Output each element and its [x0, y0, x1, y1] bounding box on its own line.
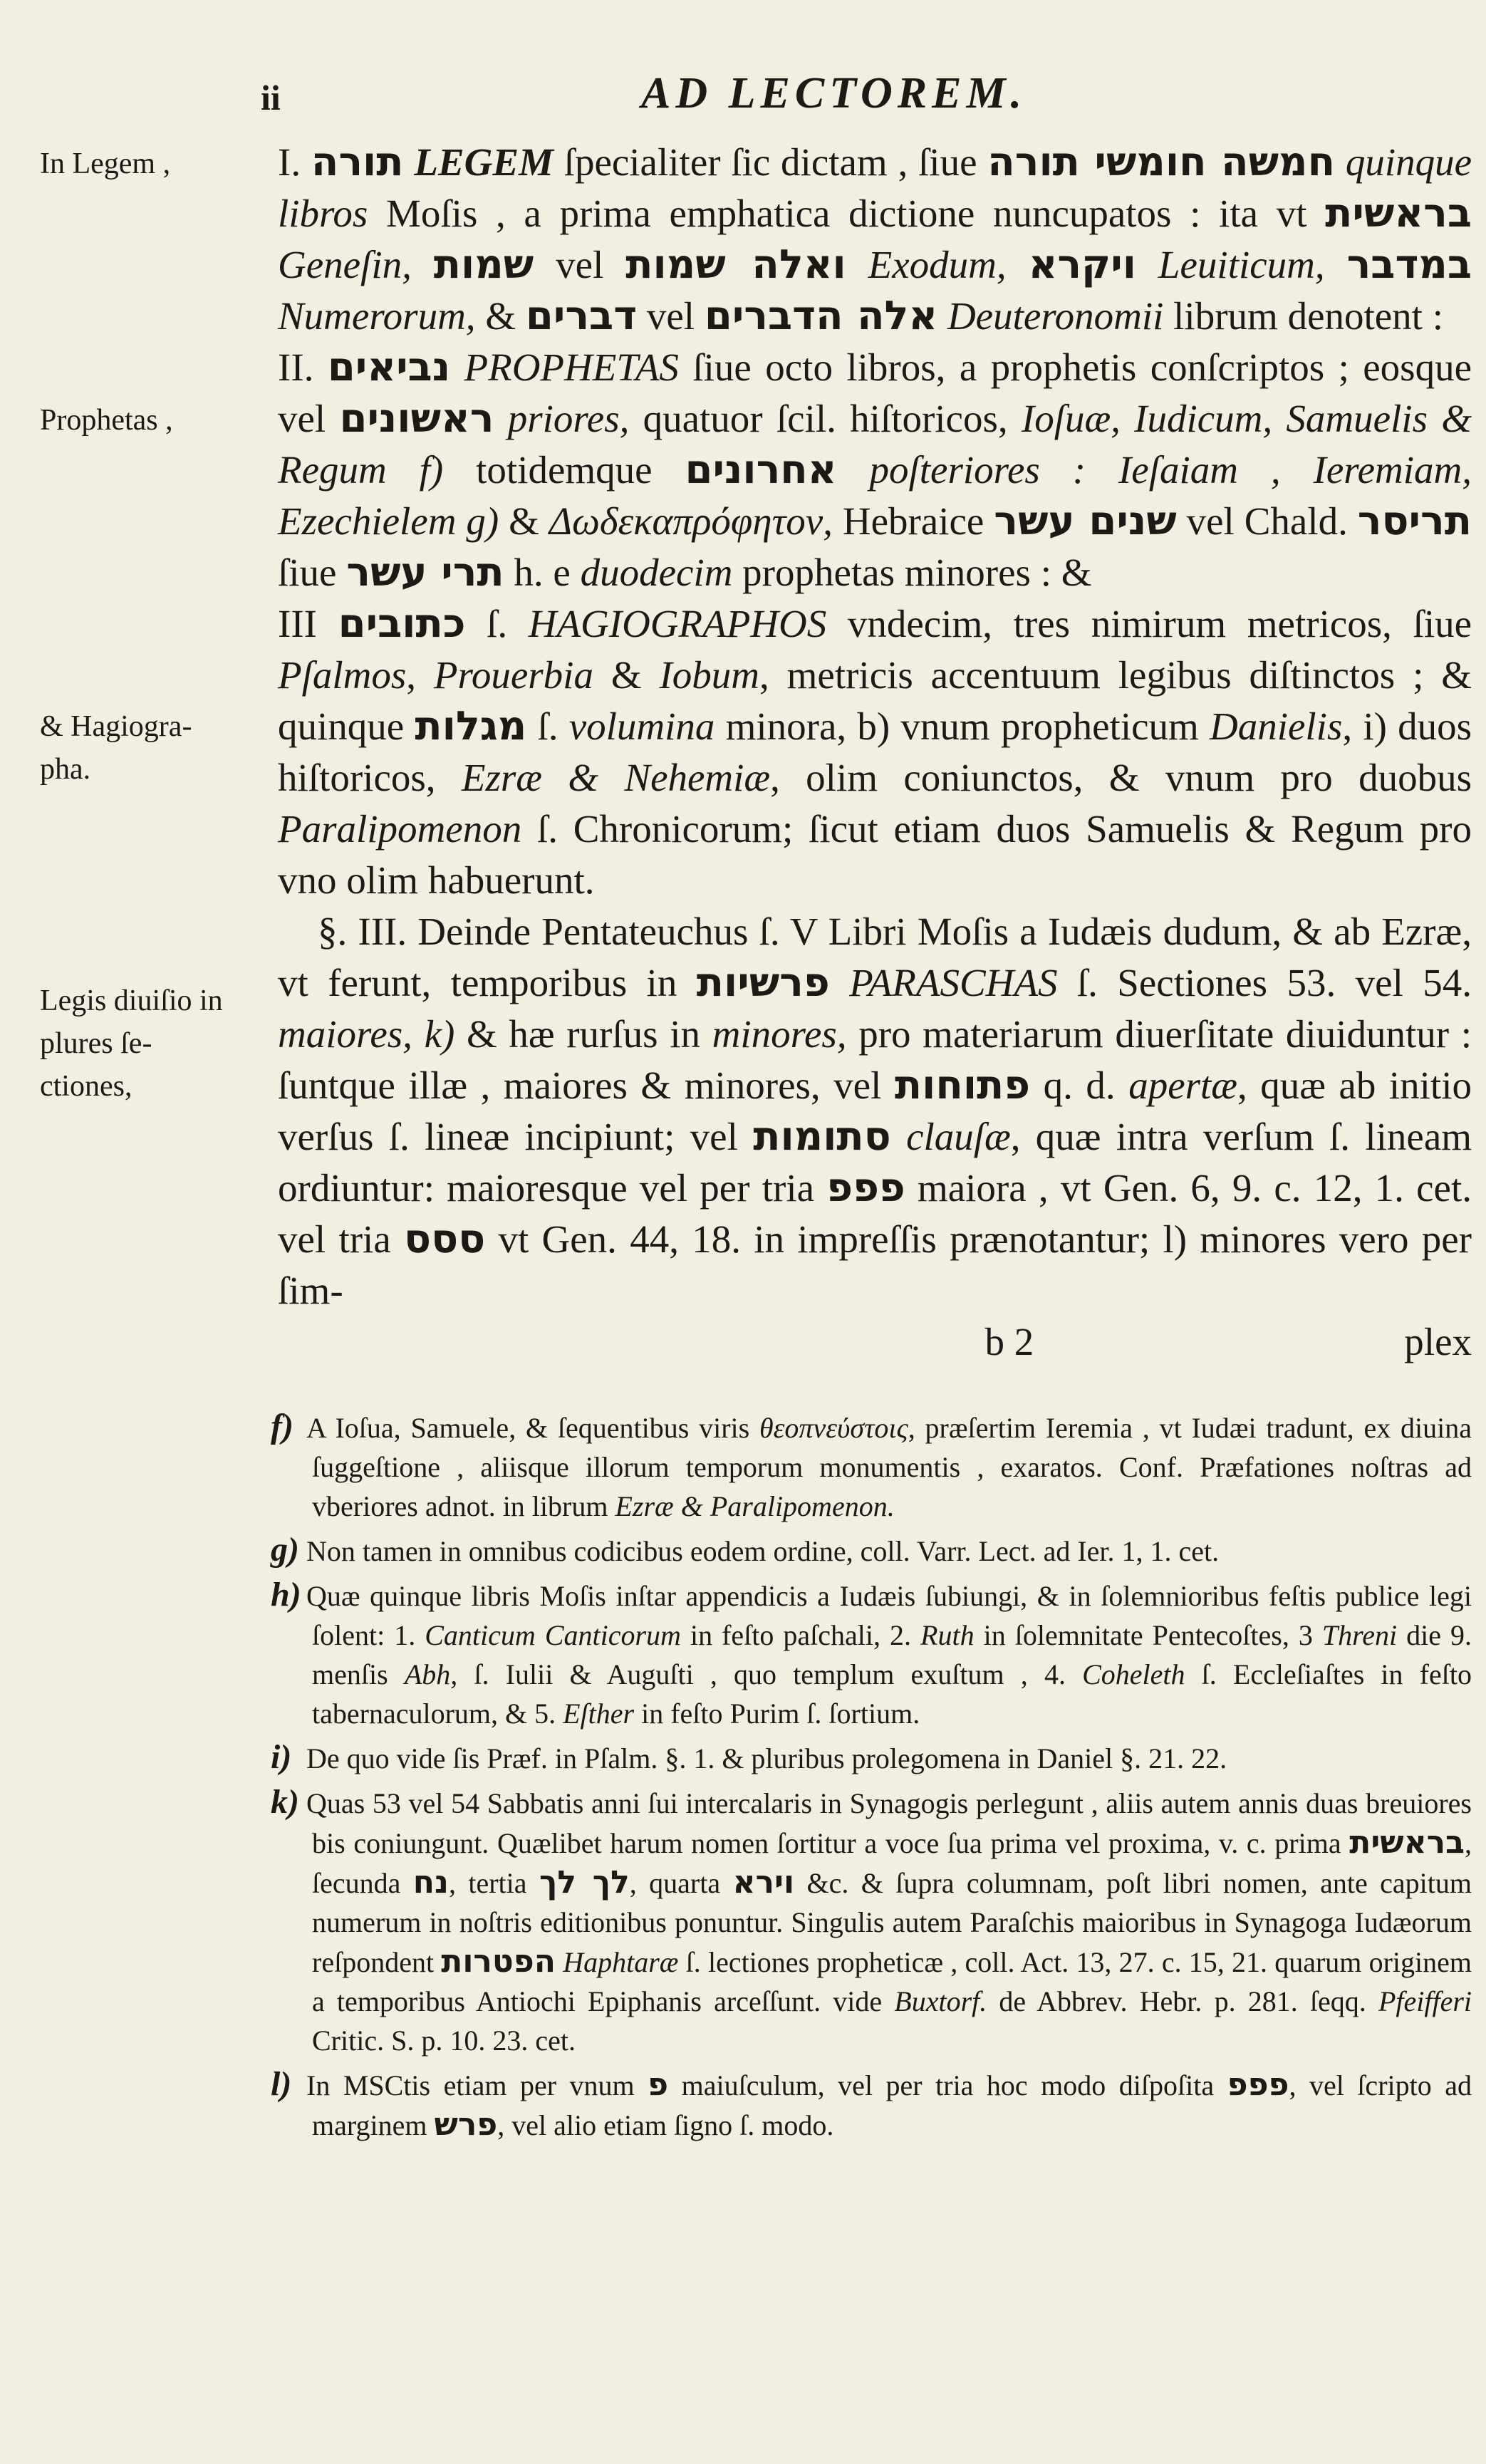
- main-text: [278, 137, 1472, 1368]
- margin-note-legem: In Legem ,: [40, 147, 171, 180]
- footnote-text: de Abbrev. Hebr. p. 281. ſeqq.: [987, 1985, 1378, 2017]
- catchword: plex: [1404, 1320, 1472, 1363]
- footnote: [271, 1782, 1472, 2060]
- footnote-text: Canticum Canticorum: [425, 1619, 681, 1651]
- footnote-text: Ezræ & Paralipomenon.: [615, 1490, 895, 1522]
- footnote-mark: l): [271, 2065, 292, 2103]
- footnote-text: A Ioſua, Samuele, & ſequentibus viris: [306, 1412, 760, 1444]
- footnote-text: maiuſculum, vel per tria hoc modo diſpoſita: [668, 2069, 1227, 2101]
- footnote-text: Non tamen in omnibus codicibus eodem ordine, coll. Varr. Lect. ad Ier. 1, 1. cet.: [306, 1535, 1220, 1567]
- footnote-text: , vel alio etiam ſigno ſ. modo.: [497, 2109, 834, 2141]
- footnote-text: פפפ: [1227, 2067, 1289, 2103]
- footnote-text: Quas 53 vel 54 Sabbatis anni ſui intercalaris in Synagogis perlegunt , aliis autem annis duas breuiores bis coniungunt. Quælibet harum nomen ſortitur a voce ſua prima vel proxima, v. c. prima: [306, 1787, 1472, 1859]
- footnote-mark: g): [271, 1531, 299, 1569]
- footnotes: [271, 1407, 1472, 2149]
- footnote-text: לך לך: [539, 1864, 630, 1901]
- footnote-mark: h): [271, 1576, 301, 1613]
- footnote-text: Pfeifferi: [1378, 1985, 1472, 2017]
- footnote-mark: k): [271, 1783, 299, 1821]
- footnote-text: Ruth: [920, 1619, 975, 1651]
- footnote-text: ſ. lectiones propheticæ , coll. Act. 13, 27. c. 15, 21. quarum originem a temporibus Antiochi Epiphanis arceſſunt. vide: [312, 1946, 1472, 2017]
- footnote-text: Coheleth: [1082, 1658, 1185, 1690]
- footnote-text: Abh,: [404, 1658, 458, 1690]
- running-head: AD LECTOREM.: [641, 69, 1027, 118]
- footnote-text: ſ. Iulii & Auguſti , quo templum exuſtum , 4.: [457, 1658, 1083, 1690]
- signature-mark: b 2: [984, 1320, 1034, 1363]
- paragraph-prophetas: II. נביאים PROPHETAS ſiue octo libros, a prophetis conſcriptos ; eosque vel ראשונים priores, quatuor ſcil. hiſtoricos, Ioſuæ, Iudicum, Samuelis & Regum f) totidemque אחרונים poſteriores : Ieſaiam , Ieremiam, Ezechielem g) & Δωδεκαπρόφητον, Hebraice שנים עשר vel Chald. תריסר ſiue תרי עשר h. e duodecim prophetas minores : &: [278, 344, 1472, 596]
- footnote-mark: f): [271, 1408, 293, 1445]
- footnote-text: Threni: [1321, 1619, 1398, 1651]
- footnote-text: Critic. S. p. 10. 23. cet.: [312, 2024, 576, 2057]
- footnote-text: &c. & ſupra columnam, poſt libri nomen, ante capitum numerum in noſtris editionibus ponuntur. Singulis autem Paraſchis maioribus in Synagoga Iudæorum reſpondent: [312, 1867, 1472, 1978]
- footnote-text: , quarta: [629, 1867, 733, 1899]
- footnote-text: θεοπνεύστοις: [759, 1412, 908, 1444]
- footnote-text: Haphtaræ: [563, 1946, 679, 1978]
- footnote: [271, 1575, 1472, 1733]
- footnote-text: , ſecunda: [312, 1827, 1472, 1899]
- footnote-text: , tertia: [448, 1867, 539, 1899]
- footnote-text: בראשית: [1349, 1824, 1465, 1861]
- paragraph-legem: I. תורה LEGEM ſpecialiter ſic dictam , ſiue חמשה חומשי תורה quinque libros Moſis , a prima emphatica dictione nuncupatos : ita vt בראשית Geneſin, שמות vel ואלה שמות Exodum, ויקרא Leuiticum, במדבר Numerorum, & דברים vel אלה הדברים Deuteronomii librum denotent :: [278, 139, 1472, 339]
- margin-note-divisio: Legis diuiſio in plures ſe- ctiones,: [40, 984, 223, 1103]
- footnote-text: die 9. menſis: [312, 1619, 1472, 1690]
- margin-note-prophetas: Prophetas ,: [40, 404, 173, 437]
- footnote: [271, 1737, 1472, 1778]
- footnote-text: In MSCtis etiam per vnum: [306, 2069, 648, 2101]
- footnote-text: in feſto Purim ſ. ſortium.: [634, 1698, 920, 1730]
- footnote-text: Buxtorf.: [894, 1985, 987, 2017]
- margin-note-hagiographa: & Hagiogra- pha.: [40, 710, 192, 786]
- folio-number: ii: [261, 78, 281, 118]
- footnote-text: נח: [412, 1864, 449, 1901]
- footnote-text: , vel ſcripto ad marginem: [312, 2069, 1472, 2141]
- footnote-text: in ſolemnitate Pentecoſtes, 3: [974, 1619, 1322, 1651]
- footnote-text: Eſther: [563, 1698, 635, 1730]
- footnote-text: De quo vide ſis Præf. in Pſalm. §. 1. & pluribus prolegomena in Daniel §. 21. 22.: [306, 1742, 1227, 1774]
- paragraph-divisio: §. III. Deinde Pentateuchus ſ. V Libri Moſis a Iudæis dudum, & ab Ezræ, vt ferunt, temporibus in פרשיות PARASCHAS ſ. Sectiones 53. vel 54. maiores, k) & hæ rurſus in minores, pro materiarum diuerſitate diuiduntur : ſuntque illæ , maiores & minores, vel פתוחות q. d. apertæ, quæ ab initio verſus ſ. lineæ incipiunt; vel סתומות clauſæ, quæ intra verſum ſ. lineam ordiuntur: maioresque vel per tria פפפ maiora , vt Gen. 6, 9. c. 12, 1. cet. vel tria ססס vt Gen. 44, 18. in impreſſis prænotantur; l) minores vero per ſim-: [278, 910, 1472, 1312]
- footnote-text: [556, 1946, 563, 1978]
- footnote: [271, 2064, 1472, 2145]
- footnote-mark: i): [271, 1738, 292, 1776]
- footnote-text: ſ. Eccleſiaſtes in feſto tabernaculorum, & 5.: [312, 1658, 1472, 1730]
- footnote-text: פרש: [434, 2106, 498, 2143]
- footnote-text: וירא: [732, 1864, 795, 1901]
- footnote-text: in feſto paſchali, 2.: [680, 1619, 921, 1651]
- paragraph-hagiographa: III כתובים ſ. HAGIOGRAPHOS vndecim, tres nimirum metricos, ſiue Pſalmos, Prouerbia & Iobum, metricis accentuum legibus diſtinctos ; & quinque מגלות ſ. volumina minora, b) vnum propheticum Danielis, i) duos hiſtoricos, Ezræ & Nehemiæ, olim coniunctos, & vnum pro duobus Paralipomenon ſ. Chronicorum; ſicut etiam duos Samuelis & Regum pro vno olim habuerunt.: [278, 601, 1472, 902]
- footnote-text: , præſertim Ieremia , vt Iudæi tradunt, ex diuina ſuggeſtione , aliisque illorum temporum monumentis , exaratos. Conf. Præfationes noſtras ad vberiores adnot. in librum: [312, 1412, 1472, 1522]
- footnote: [271, 1530, 1472, 1571]
- footnote-text: הפטרות: [441, 1943, 556, 1980]
- signature-line: [278, 1316, 1472, 1368]
- footnote-text: Quæ quinque libris Moſis inſtar appendicis a Iudæis ſubiungi, & in ſolemnioribus feſtis publice legi ſolent: 1.: [306, 1580, 1472, 1651]
- footnote-text: פ: [648, 2067, 669, 2103]
- footnote: [271, 1407, 1472, 1526]
